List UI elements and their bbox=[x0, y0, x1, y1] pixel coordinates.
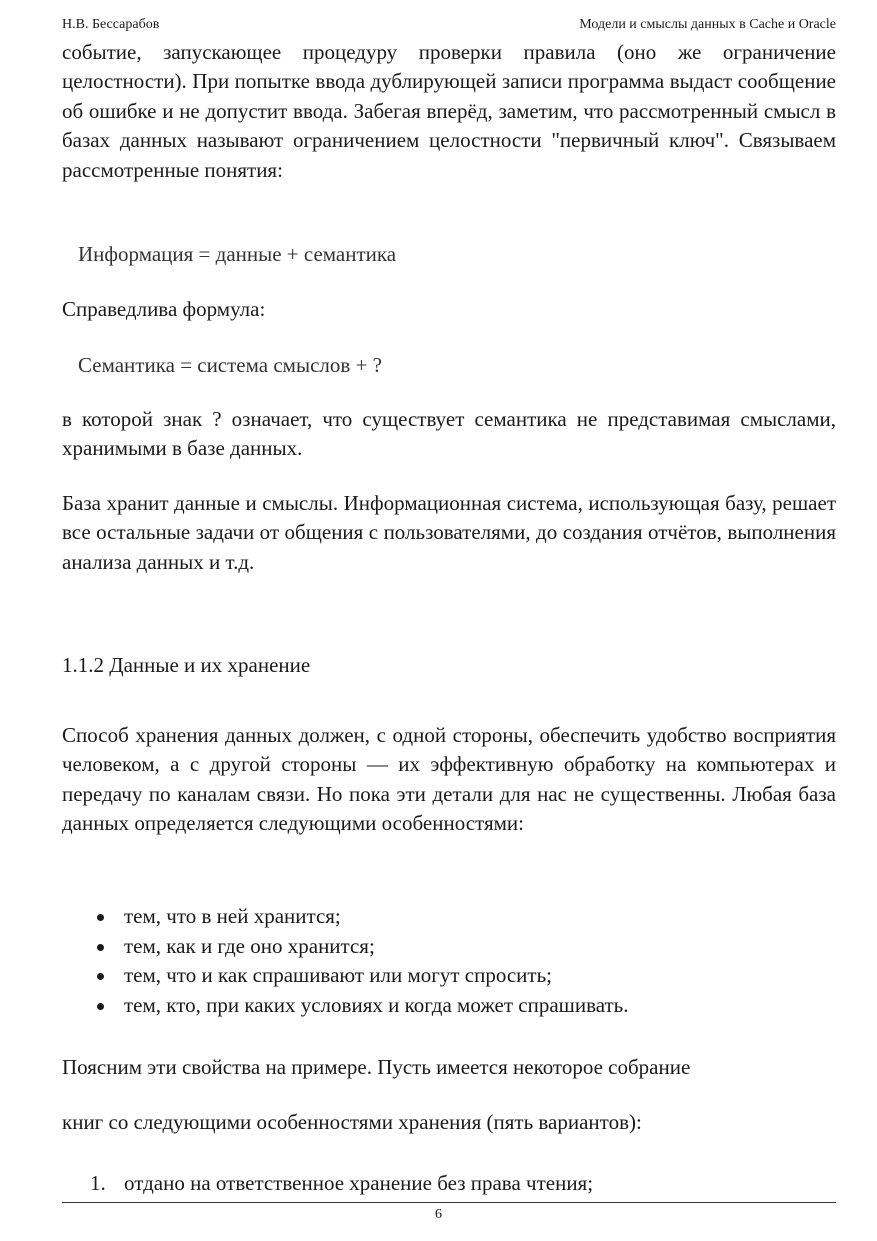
paragraph-storage-method: Способ хранения данных должен, с одной стороны, обеспечить удобство восприятия человеком, а с другой стороны — их эффективную обработку на компьютерах и передачу по каналам связи. Но пока эти детали для нас не существенны. Любая база данных определяется следующими особенностями: bbox=[62, 723, 836, 836]
list-item bbox=[62, 902, 836, 932]
list-item-text: тем, кто, при каких условиях и когда может спрашивать. bbox=[124, 992, 629, 1017]
list-item-text: тем, что в ней хранится; bbox=[124, 904, 341, 928]
list-item bbox=[62, 961, 836, 991]
page-number: 6 bbox=[435, 1207, 442, 1222]
bullet-icon bbox=[97, 944, 104, 951]
list-item bbox=[62, 1169, 836, 1198]
list-item-text: тем, как и где оно хранится; bbox=[124, 933, 375, 958]
features-list bbox=[62, 902, 836, 1020]
paragraph-example-variants: книг со следующими особенностями хранения (пять вариантов): bbox=[62, 1110, 642, 1134]
list-item bbox=[62, 991, 836, 1021]
list-item bbox=[62, 932, 836, 962]
list-item-text: отдано на ответственное хранение без права чтения; bbox=[124, 1171, 594, 1195]
bullet-icon bbox=[97, 1003, 104, 1010]
formula-information: Информация = данные + семантика bbox=[78, 242, 397, 266]
bullet-icon bbox=[97, 973, 104, 980]
section-heading: 1.1.2 Данные и их хранение bbox=[62, 653, 311, 677]
paragraph-database-role: База хранит данные и смыслы. Информационная система, использующая базу, решает все остальные задачи от общения с пользователями, до создания отчётов, выполнения анализа данных и т.д. bbox=[62, 491, 836, 574]
paragraph-integrity: событие, запускающее процедуру проверки правила (оно же ограничение целостности). При попытке ввода дублирующей записи программа выдаст сообщение об ошибке и не допустит ввода. Забегая вперёд, заметим, что рассмотренный смысл в базах данных называют ограничением целостности "первичный ключ". Связываем рассмотренные понятия: bbox=[62, 40, 836, 182]
paragraph-question-mark: в которой знак ? означает, что существует семантика не представимая смыслами, хранимыми в базе данных. bbox=[62, 407, 836, 461]
list-item-number: 1. bbox=[90, 1171, 106, 1195]
formula-semantics: Семантика = система смыслов + ? bbox=[78, 353, 382, 377]
list-item-text: тем, что и как спрашивают или могут спросить; bbox=[124, 963, 552, 987]
paragraph-example-intro: Поясним эти свойства на примере. Пусть имеется некоторое собрание bbox=[62, 1055, 691, 1079]
variants-list bbox=[62, 1169, 836, 1198]
header-author: Н.В. Бессарабов bbox=[62, 17, 160, 32]
paragraph-formula-intro: Справедлива формула: bbox=[62, 297, 266, 321]
header-title: Модели и смыслы данных в Cache и Oracle bbox=[579, 17, 836, 32]
bullet-icon bbox=[97, 914, 104, 921]
footer-divider bbox=[62, 1202, 836, 1203]
